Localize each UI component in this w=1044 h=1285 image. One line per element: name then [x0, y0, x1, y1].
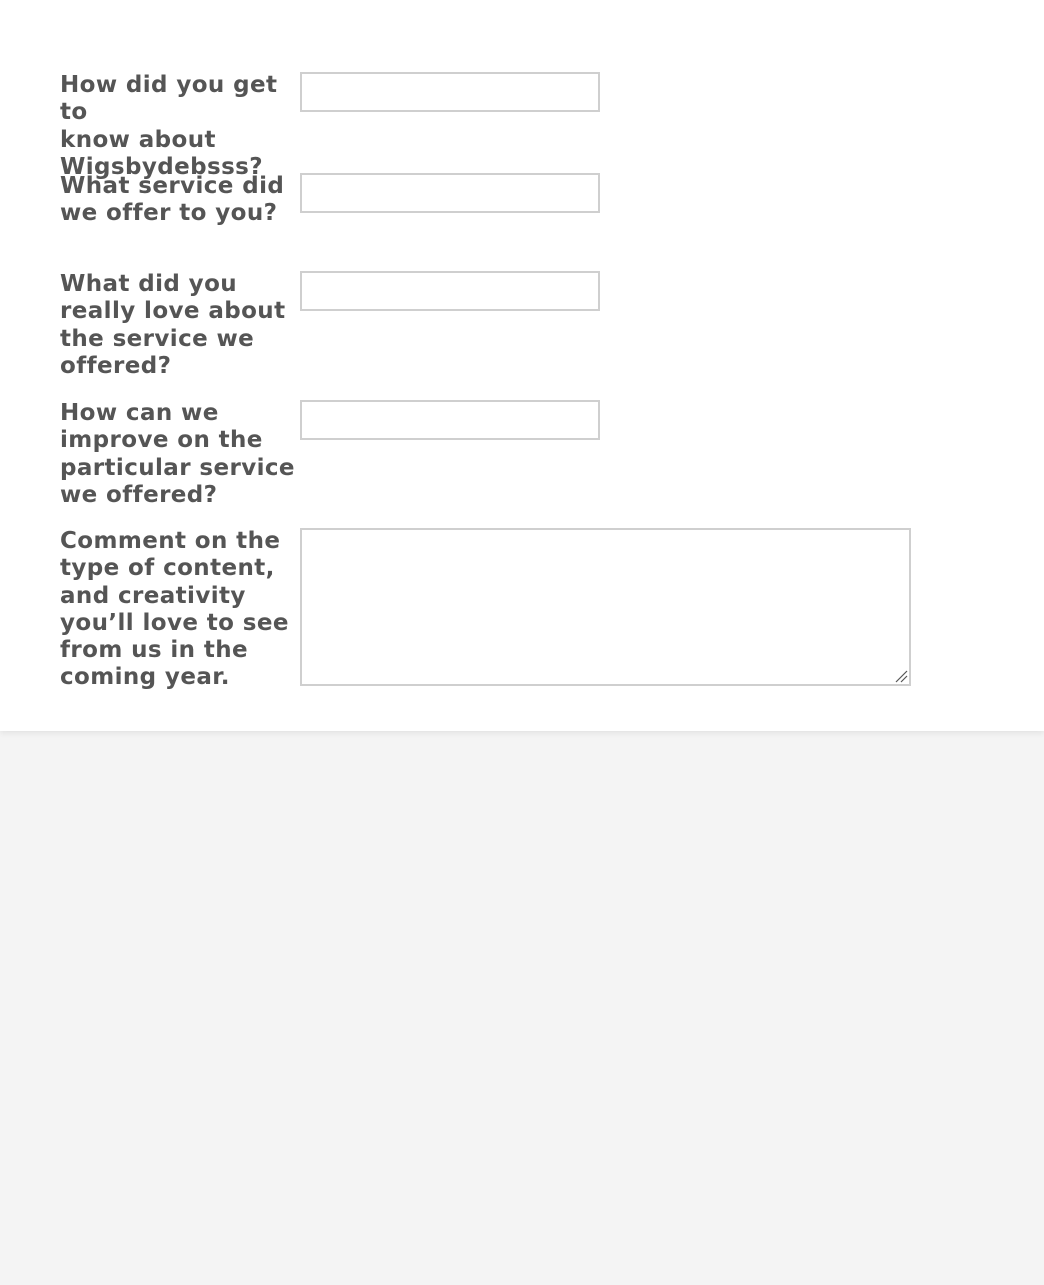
field-label-how-can-we-improve: How can we improve on the particular service we offered? [60, 400, 295, 508]
comment-on-content-textarea[interactable] [300, 528, 911, 686]
field-label-what-service: What service did we offer to you? [60, 173, 285, 227]
how-can-we-improve-input[interactable] [300, 400, 600, 440]
field-label-how-did-you-know: How did you get to know about Wigsbydebsss? [60, 72, 278, 180]
resize-grip-icon[interactable] [894, 669, 908, 683]
field-label-comment-on-content: Comment on the type of content, and creativity you’ll love to see from us in the coming year. [60, 528, 289, 691]
field-label-what-did-you-love: What did you really love about the service we offered? [60, 271, 286, 379]
how-did-you-know-input[interactable] [300, 72, 600, 112]
what-service-input[interactable] [300, 173, 600, 213]
what-did-you-love-input[interactable] [300, 271, 600, 311]
